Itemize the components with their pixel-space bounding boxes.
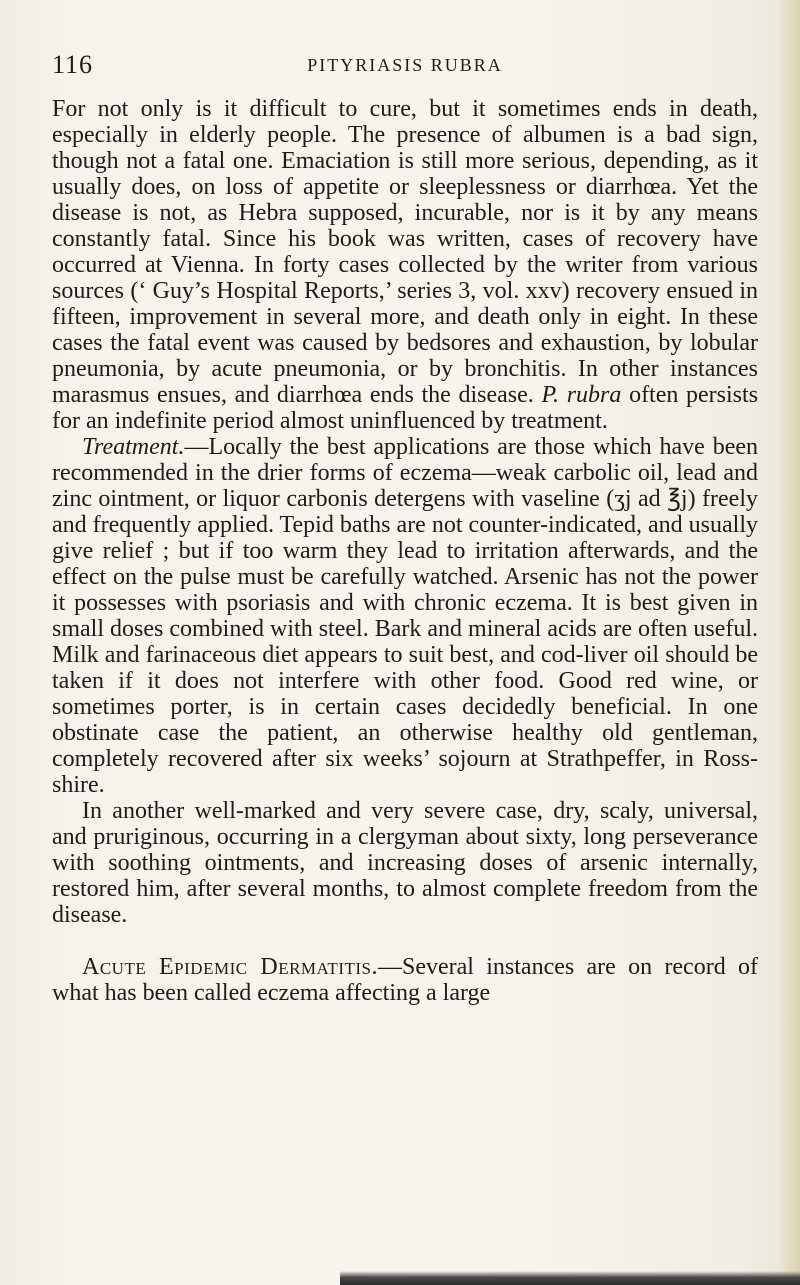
paragraph-second-case-text: In another well-marked and very severe case, dry, scaly, universal, and pruriginous, occurring in a clergyman about sixty, long perseverance with soothing ointments, and increasing doses of arsenic internally, restored him, after several months, to almost complete freedom from the disease. xyxy=(52,798,758,928)
scan-bottom-shadow xyxy=(340,1271,800,1285)
paragraph-prognosis xyxy=(52,96,758,434)
page-edge-shadow xyxy=(778,0,800,1285)
section-heading-acute-epidemic-dermatitis: Acute Epidemic Dermatitis. xyxy=(82,954,378,980)
paragraph-acute-epidemic-dermatitis-text: —Several instances are on record of what has been called eczema affecting a large xyxy=(52,954,758,1006)
body-text xyxy=(52,96,758,1006)
page-header xyxy=(52,50,758,84)
italic-term-p-rubra: P. rubra xyxy=(541,382,622,408)
running-head: PITYRIASIS RUBRA xyxy=(307,55,503,75)
paragraph-treatment xyxy=(52,434,758,798)
paragraph-treatment-text: —Locally the best applications are those which have been recommended in the drier forms of eczema—weak carbolic oil, lead and zinc ointment, or liquor carbonis detergens with vaseline (ʒj ad ℥j) freely and frequently applied. Tepid baths are not counter-indicated, and usually give relief ; but if too warm they lead to irritation afterwards, and the effect on the pulse must be carefully watched. Arsenic has not the power it possesses with psoriasis and with chronic eczema. It is best given in small doses combined with steel. Bark and mineral acids are often useful. Milk and farinaceous diet appears to suit best, and cod-liver oil should be taken if it does not interfere with other food. Good red wine, or sometimes porter, is in certain cases decidedly beneficial. In one obstinate case the patient, an otherwise healthy old gentleman, completely recovered after six weeks’ sojourn at Strathpeffer, in Ross-shire. xyxy=(52,434,758,798)
paragraph-prognosis-text: For not only is it difficult to cure, but it sometimes ends in death, especially in elderly people. The presence of albumen is a bad sign, though not a fatal one. Emaciation is still more serious, depending, as it usually does, on loss of appetite or sleeplessness or diarrhœa. Yet the disease is not, as Hebra supposed, incurable, nor is it by any means constantly fatal. Since his book was written, cases of recovery have occurred at Vienna. In forty cases collected by the writer from various sources (‘ Guy’s Hospital Reports,’ series 3, vol. xxv) recovery ensued in fifteen, improvement in several more, and death only in eight. In these cases the fatal event was caused by bedsores and exhaustion, by lobular pneumonia, by acute pneumonia, or by bronchitis. In other instances marasmus ensues, and diarrhœa ends the disease. xyxy=(52,96,758,408)
paragraph-prognosis-tail: often persists for an indefinite period almost uninfluenced by treatment. xyxy=(52,382,759,434)
paragraph-acute-epidemic-dermatitis xyxy=(52,954,758,1006)
treatment-heading: Treatment. xyxy=(82,434,185,460)
page-number: 116 xyxy=(52,50,94,79)
paragraph-second-case xyxy=(52,798,758,928)
